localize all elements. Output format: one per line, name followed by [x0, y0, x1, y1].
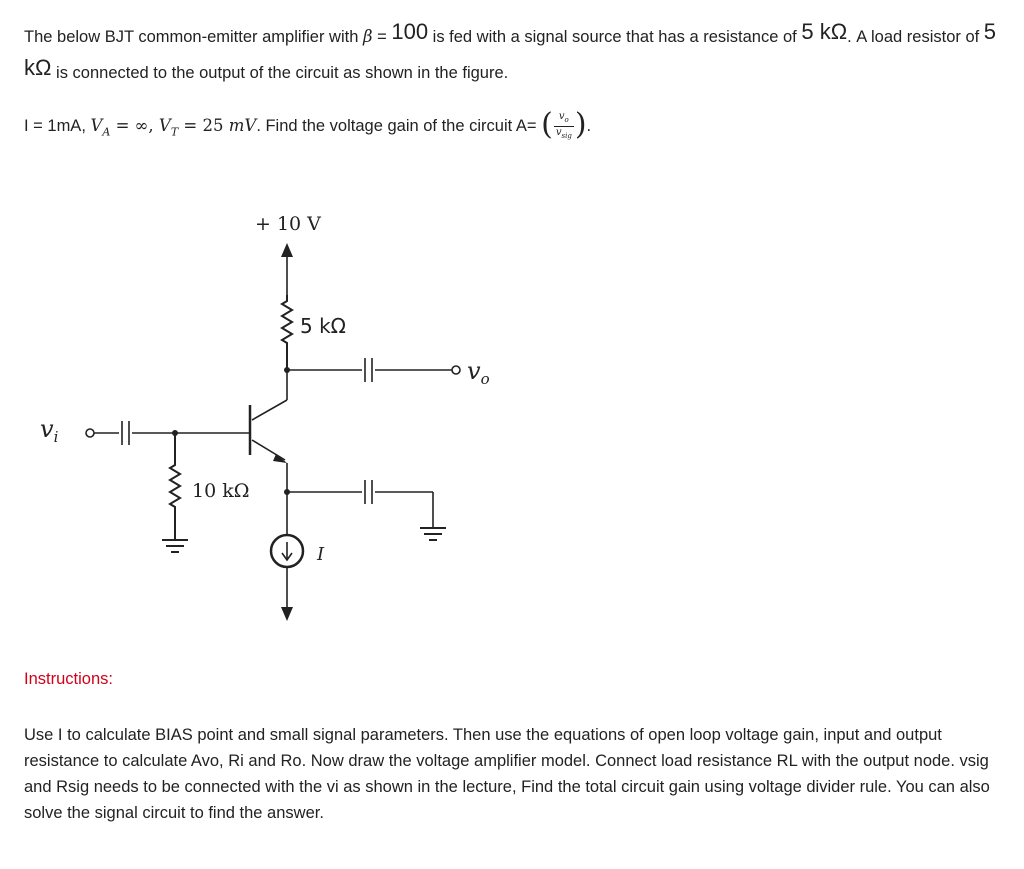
base-resistor: [170, 433, 180, 540]
vo-label: $v_o$: [467, 357, 490, 388]
left-paren: (: [541, 106, 553, 142]
collector-resistor: [282, 295, 292, 370]
beta-equals: =: [372, 28, 392, 46]
va-subscript: A: [102, 125, 111, 139]
ground-icon: [162, 540, 188, 552]
fraction-denominator: $v_{sig}$: [555, 127, 572, 141]
rc-label: 5 kΩ: [300, 314, 346, 338]
beta-symbol: β: [362, 27, 373, 46]
rl-value: 5 kΩ: [24, 19, 997, 80]
supply-label: + 10 V: [255, 213, 321, 235]
problem-text: is fed with a signal source that has a resistance of: [428, 28, 802, 46]
problem-text: is connected to the output of the circuit as shown in the figure.: [51, 64, 509, 82]
vt-symbol: V: [158, 116, 171, 135]
instructions-body: Use I to calculate BIAS point and small signal parameters. Then use the equations of open loop voltage gain, input and output resistance to calculate Avo, Ri and Ro. Now draw the voltage amplifier model. Connect load resistance RL with the output node. vsig and Rsig needs to be connected with the vi as shown in the lecture, Find the total circuit gain using voltage divider rule. You can also solve the signal circuit to find the answer.: [24, 726, 990, 822]
right-paren: ): [574, 106, 587, 142]
question-text: . Find the voltage gain of the circuit A=: [256, 117, 537, 135]
vt-value: = 25: [178, 116, 229, 135]
output-capacitor: [287, 358, 460, 382]
current-given: I = 1mA,: [24, 117, 91, 135]
bjt-transistor: [250, 370, 287, 492]
given-values: [24, 108, 591, 150]
input-capacitor: [86, 421, 250, 445]
rb-label: 10 kΩ: [192, 480, 250, 502]
va-symbol: V: [90, 116, 103, 135]
va-value: = ∞,: [110, 116, 159, 135]
supply-arrow: [281, 243, 293, 295]
bypass-capacitor: [287, 480, 433, 528]
current-source-icon: [271, 535, 303, 567]
problem-text: . A load resistor of: [847, 28, 984, 46]
current-label: I: [317, 544, 325, 565]
vt-unit: mV: [228, 116, 257, 135]
problem-statement: [24, 18, 1004, 90]
fraction-numerator: $v_o$: [554, 111, 574, 127]
vt-subscript: T: [170, 125, 179, 139]
ground-icon: [420, 528, 446, 540]
gain-fraction: [554, 111, 574, 142]
rsig-value: 5 kΩ: [801, 19, 848, 44]
beta-value: 100: [391, 19, 429, 44]
vi-label: $v_i$: [40, 415, 59, 446]
period: .: [586, 117, 592, 135]
negative-supply-arrow: [281, 567, 293, 621]
bjt-amplifier-schematic: [0, 195, 620, 645]
problem-text: The below BJT common-emitter amplifier with: [24, 28, 359, 46]
instructions-heading: Instructions:: [24, 670, 113, 688]
